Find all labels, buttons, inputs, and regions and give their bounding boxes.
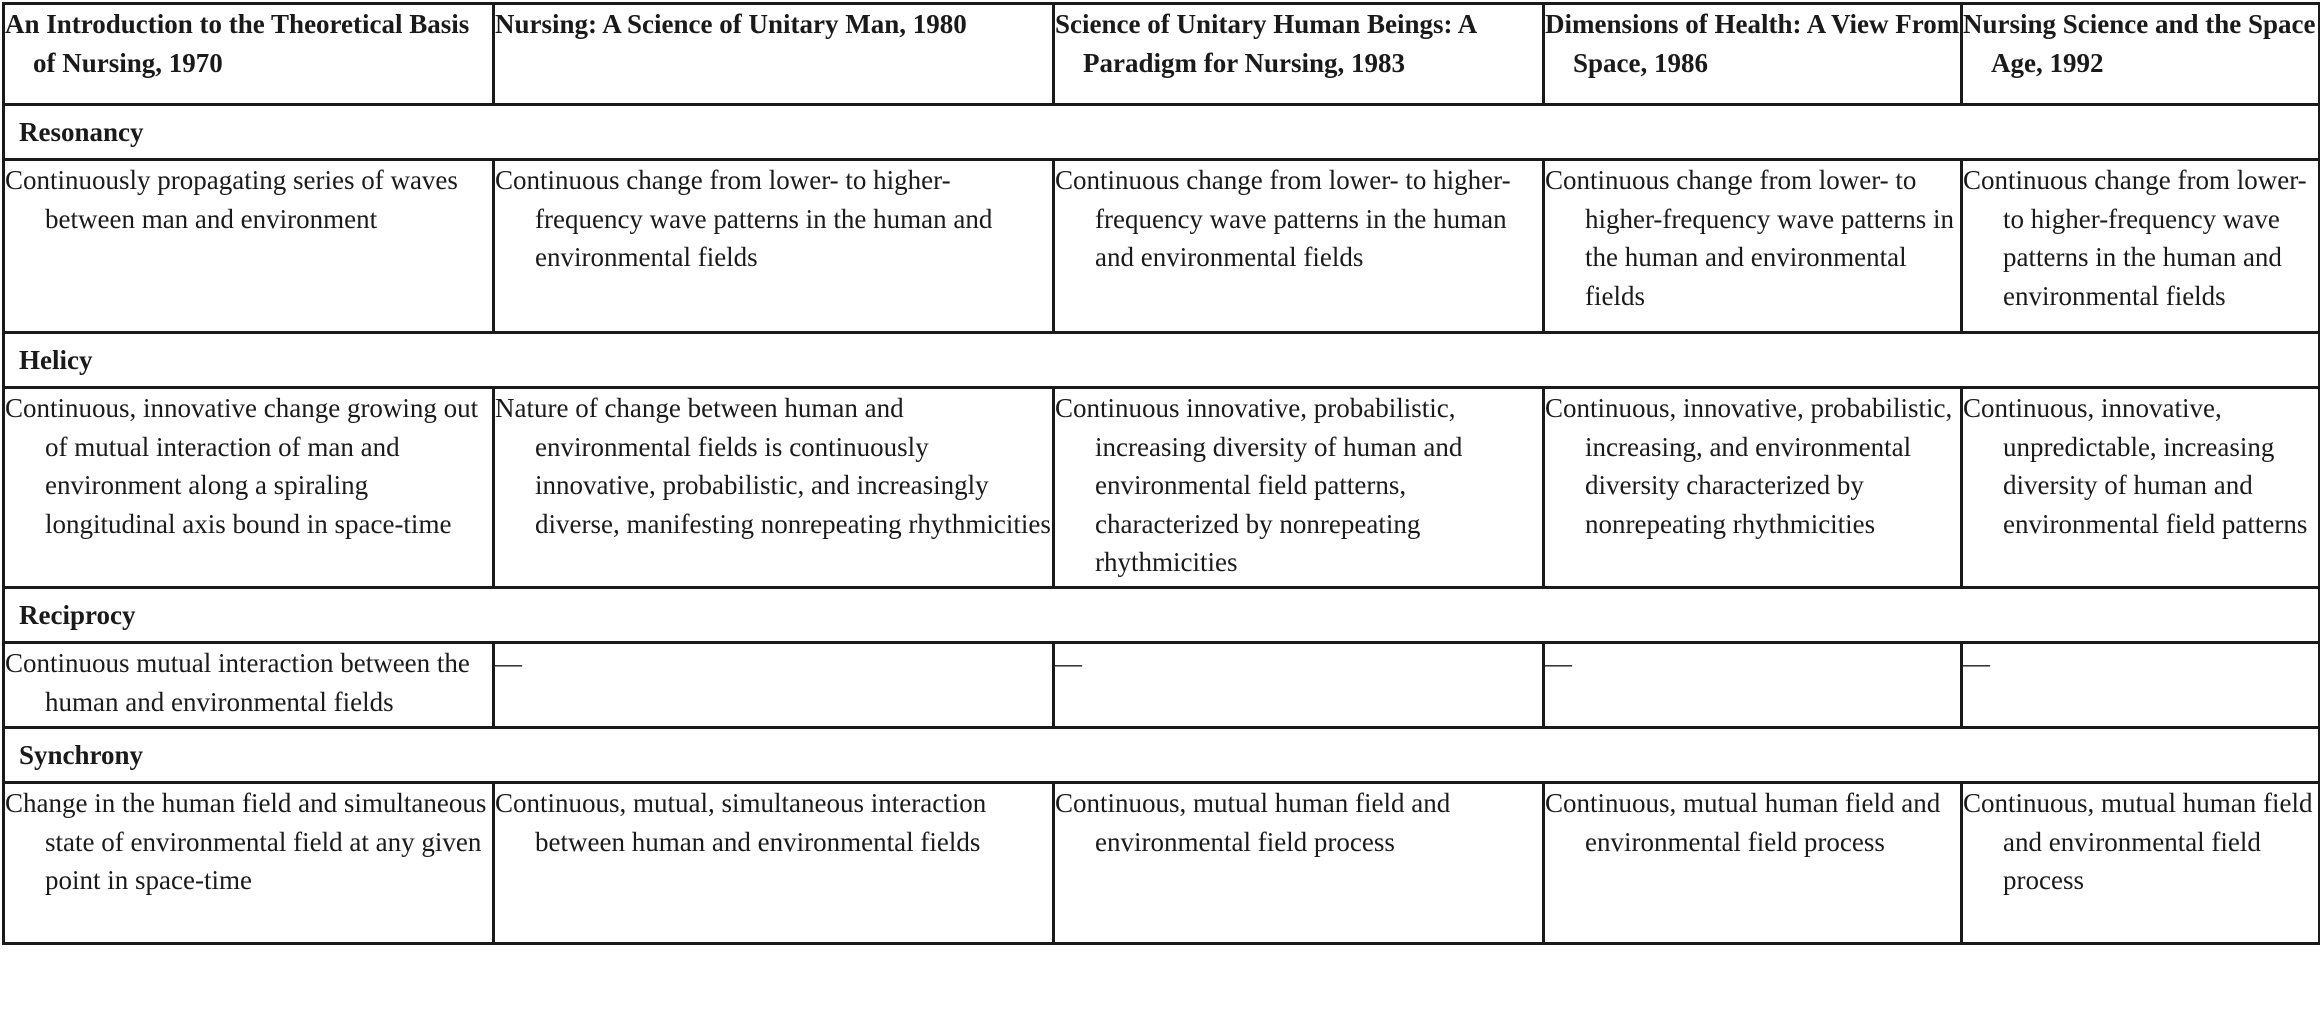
table-cell: Continuous innovative, probabilistic, increasing diversity of human and environmental field patterns, characterized by nonrepeating rhythmicities bbox=[1054, 388, 1544, 588]
section-row-helicy bbox=[4, 333, 2320, 388]
table-cell: Nature of change between human and environmental fields is continuously innovative, probabilistic, and increasingly diverse, manifesting nonrepeating rhythmicities bbox=[494, 388, 1054, 588]
table-cell: Continuous change from lower- to higher-frequency wave patterns in the human and environmental fields bbox=[1054, 160, 1544, 333]
column-header: Nursing Science and the Space Age, 1992 bbox=[1962, 4, 2320, 105]
table-cell: — bbox=[1054, 643, 1544, 728]
table-row bbox=[4, 388, 2320, 588]
column-header: An Introduction to the Theoretical Basis of Nursing, 1970 bbox=[4, 4, 494, 105]
section-row-resonancy bbox=[4, 105, 2320, 160]
table-cell: — bbox=[1544, 643, 1962, 728]
table-cell: Continuous change from lower- to higher-frequency wave patterns in the human and environmental fields bbox=[1544, 160, 1962, 333]
table-cell: Continuously propagating series of waves between man and environment bbox=[4, 160, 494, 333]
table-cell: Continuous, mutual human field and environmental field process bbox=[1544, 783, 1962, 944]
table-cell: — bbox=[1962, 643, 2320, 728]
section-row-synchrony bbox=[4, 728, 2320, 783]
table-row bbox=[4, 643, 2320, 728]
section-title: Helicy bbox=[4, 333, 2320, 388]
section-title: Reciprocy bbox=[4, 588, 2320, 643]
table-cell: Continuous, mutual, simultaneous interaction between human and environmental fields bbox=[494, 783, 1054, 944]
comparison-table bbox=[2, 2, 2320, 945]
column-header: Science of Unitary Human Beings: A Paradigm for Nursing, 1983 bbox=[1054, 4, 1544, 105]
section-row-reciprocy bbox=[4, 588, 2320, 643]
section-title: Resonancy bbox=[4, 105, 2320, 160]
table-row bbox=[4, 783, 2320, 944]
header-row bbox=[4, 4, 2320, 105]
table-cell: Continuous, innovative, probabilistic, increasing, and environmental diversity characterized by nonrepeating rhythmicities bbox=[1544, 388, 1962, 588]
section-title: Synchrony bbox=[4, 728, 2320, 783]
column-header: Dimensions of Health: A View From Space, 1986 bbox=[1544, 4, 1962, 105]
table-cell: Change in the human field and simultaneous state of environmental field at any given point in space-time bbox=[4, 783, 494, 944]
table-cell: Continuous change from lower- to higher-frequency wave patterns in the human and environmental fields bbox=[494, 160, 1054, 333]
table-cell: Continuous, mutual human field and environmental field process bbox=[1054, 783, 1544, 944]
table-cell: Continuous, innovative change growing out of mutual interaction of man and environment along a spiraling longitudinal axis bound in space-time bbox=[4, 388, 494, 588]
table-row bbox=[4, 160, 2320, 333]
table-cell: Continuous, innovative, unpredictable, increasing diversity of human and environmental field patterns bbox=[1962, 388, 2320, 588]
table-cell: Continuous mutual interaction between the human and environmental fields bbox=[4, 643, 494, 728]
table-cell: — bbox=[494, 643, 1054, 728]
table-cell: Continuous change from lower- to higher-frequency wave patterns in the human and environmental fields bbox=[1962, 160, 2320, 333]
column-header: Nursing: A Science of Unitary Man, 1980 bbox=[494, 4, 1054, 105]
table-cell: Continuous, mutual human field and environmental field process bbox=[1962, 783, 2320, 944]
